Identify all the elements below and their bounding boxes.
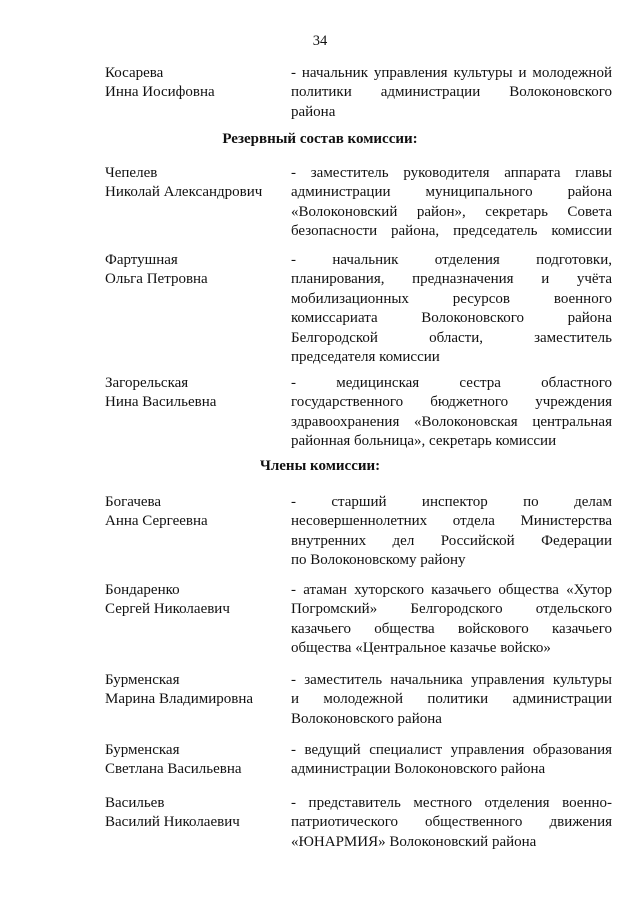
person-duty [291, 671, 612, 729]
duty-line: - представитель местного отделения военно- [291, 795, 612, 811]
surname: Бондаренко [105, 582, 180, 598]
duty-line: «ЮНАРМИЯ» Волоконовский района [291, 833, 537, 850]
duty-line: Белгородской области, заместитель [291, 329, 612, 346]
given-names: Нина Васильевна [105, 394, 217, 410]
duty-line: - начальник отделения подготовки, [291, 252, 612, 268]
given-names: Инна Иосифовна [105, 84, 215, 100]
section-heading-reserve: Резервный состав комиссии: [222, 131, 418, 147]
given-names: Сергей Николаевич [105, 601, 230, 617]
duty-line: районная больница», секретарь комиссии [291, 433, 557, 450]
duty-line: председателя комиссии [291, 348, 440, 365]
page-number: 34 [312, 33, 328, 49]
duty-line: - заместитель начальника управления культуры [291, 672, 612, 688]
duty-line: мобилизационных ресурсов военного [291, 290, 612, 307]
duty-line: патриотического общественного движения [291, 814, 612, 831]
given-names: Ольга Петровна [105, 271, 208, 287]
person-name [105, 374, 285, 412]
given-names: Василий Николаевич [105, 814, 240, 830]
given-names: Марина Владимировна [105, 691, 254, 707]
duty-line: - медицинская сестра областного [291, 375, 612, 391]
duty-line: казачьего общества войскового казачьего [291, 620, 612, 637]
person-name [105, 741, 285, 779]
given-names: Николай Александрович [105, 184, 263, 200]
person-duty [291, 164, 612, 242]
person-duty [291, 374, 612, 452]
duty-line: безопасности района, председатель комиссии [291, 223, 612, 240]
surname: Бурменская [105, 742, 180, 758]
person-duty [291, 64, 612, 122]
duty-line: общества «Центральное казачье войско» [291, 640, 551, 657]
section-heading-members: Члены комиссии: [259, 458, 381, 474]
person-name [105, 251, 285, 289]
duty-line: и молодежной политики администрации [291, 691, 612, 708]
duty-line: комиссариата Волоконовского района [291, 310, 612, 327]
duty-line: «Волоконовский район», секретарь Совета [291, 203, 612, 220]
surname: Косарева [105, 65, 164, 81]
person-name [105, 794, 285, 832]
person-duty [291, 493, 612, 571]
duty-line: политики администрации Волоконовского [291, 84, 612, 101]
person-name [105, 581, 285, 619]
duty-line: Волоконовского района [291, 710, 442, 727]
person-duty [291, 581, 612, 659]
person-name [105, 64, 285, 102]
duty-line: - заместитель руководителя аппарата главы [291, 165, 612, 181]
duty-line: района [291, 103, 336, 120]
duty-line: Погромский» Белгородского отдельского [291, 601, 612, 618]
duty-line: администрации Волоконовского района [291, 761, 546, 778]
duty-line: планирования, предназначения и учёта [291, 271, 612, 288]
given-names: Светлана Васильевна [105, 761, 242, 777]
person-name [105, 164, 285, 202]
duty-line: - начальник управления культуры и молодежной [291, 65, 612, 81]
duty-line: - старший инспектор по делам [291, 494, 612, 510]
person-duty [291, 251, 612, 367]
duty-line: - атаман хуторского казачьего общества «Хутор [291, 582, 612, 598]
person-name [105, 493, 285, 531]
duty-line: здравоохранения «Волоконовская центральная [291, 413, 612, 430]
person-name [105, 671, 285, 709]
surname: Чепелев [105, 165, 158, 181]
duty-line: - ведущий специалист управления образования [291, 742, 612, 758]
person-duty [291, 794, 612, 852]
duty-line: администрации муниципального района [291, 184, 612, 201]
surname: Загорельская [105, 375, 189, 391]
surname: Богачева [105, 494, 162, 510]
duty-line: по Волоконовскому району [291, 552, 466, 569]
surname: Васильев [105, 795, 165, 811]
person-duty [291, 741, 612, 780]
given-names: Анна Сергеевна [105, 513, 208, 529]
duty-line: несовершеннолетних отдела Министерства [291, 513, 612, 530]
duty-line: внутренних дел Российской Федерации [291, 532, 612, 549]
duty-line: государственного бюджетного учреждения [291, 394, 612, 411]
surname: Бурменская [105, 672, 180, 688]
surname: Фартушная [105, 252, 178, 268]
